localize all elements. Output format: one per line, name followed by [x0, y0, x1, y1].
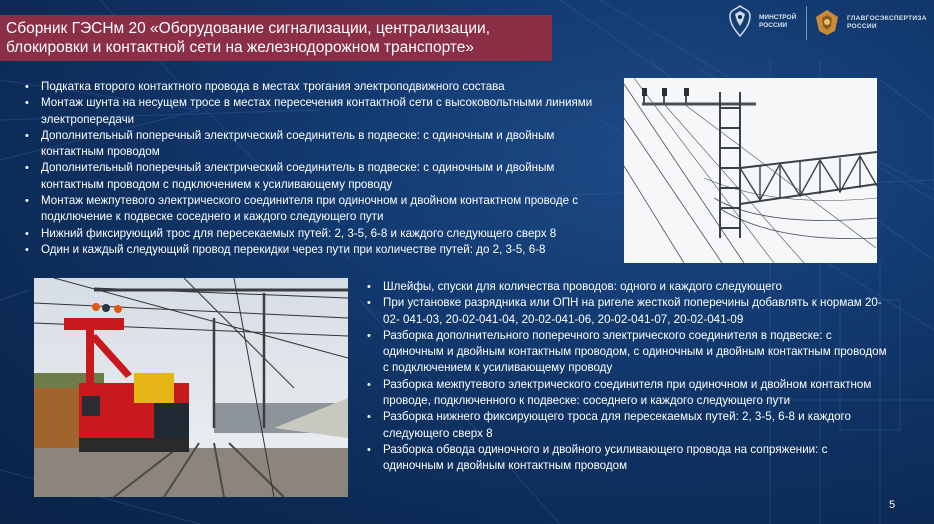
list-item: • Монтаж межпутевого электрического соединителя при одиночном и двойном контактном проводе с подключение к подвеске соседнего и каждого следующего пути [24, 193, 614, 226]
list-item: • Монтаж шунта на несущем тросе в местах пересечения контактной сети с высоковольтными линиями электропередачи [24, 95, 614, 128]
glavgosexpertiza-logo-line-1: ГЛАВГОСЭКСПЕРТИЗА [847, 15, 927, 22]
glavgosexpertiza-logo-line-2: РОССИИ [847, 23, 877, 30]
maintenance-train-illustration [34, 278, 348, 497]
list-item: • Разборка обвода одиночного и двойного усиливающего провода на сопряжении: с одиночным и двойным контактным проводом [366, 442, 891, 475]
list-item: • Подкатка второго контактного провода в местах трогания электроподвижного состава [24, 79, 614, 95]
list-item: • Дополнительный поперечный электрический соединитель в подвеске: с одиночным и двойным контактным проводом с подключением к усиливающему проводу [24, 160, 614, 193]
page-number: 5 [889, 499, 896, 511]
glavgosexpertiza-logo-text [847, 15, 934, 31]
list-item: • Шлейфы, спуски для количества проводов: одного и каждого следующего [366, 279, 891, 295]
catenary-structure-photo [624, 78, 877, 263]
glavgosexpertiza-emblem-icon [813, 7, 841, 37]
list-item: • Разборка дополнительного поперечного электрического соединителя в подвеске: с одиночным и двойным контактным проводом, с одиночным и двойным контактным проводом с подключением к усиливающему проводу [366, 328, 891, 377]
header-logos [726, 4, 926, 40]
logo-divider [806, 6, 807, 40]
list-item: • Разборка нижнего фиксирующего троса для пересекаемых путей: 2, 3-5, 6-8 и каждого следующего сверх 8 [366, 409, 891, 442]
maintenance-train-photo [34, 278, 348, 497]
catenary-illustration [624, 78, 877, 263]
slide-title-line-2: блокировки и контактной сети на железнодорожном транспорте» [6, 39, 475, 56]
minstroy-logo-line-1: МИНСТРОЙ [759, 14, 797, 21]
list-item: • Дополнительный поперечный электрический соединитель в подвеске: с одиночным и двойным контактным проводом [24, 128, 614, 161]
minstroy-logo-text [759, 14, 803, 30]
list-item: • Нижний фиксирующий трос для пересекаемых путей: 2, 3-5, 6-8 и каждого следующего сверх 8 [24, 226, 614, 242]
bottom-bullet-list [366, 279, 891, 475]
minstroy-emblem-icon [726, 4, 754, 38]
slide-title-bar [0, 15, 552, 61]
minstroy-logo-line-2: РОССИИ [759, 22, 788, 29]
top-bullet-list [24, 79, 614, 258]
list-item: • Один и каждый следующий провод перекидки через пути при количестве путей: до 2, 3-5, 6-8 [24, 242, 614, 258]
list-item: • При установке разрядника или ОПН на ригеле жесткой поперечины добавлять к нормам 20-02- 041-03, 20-02-041-04, 20-02-041-06, 20-02-041-07, 20-02-041-09 [366, 295, 891, 328]
list-item: • Разборка межпутевого электрического соединителя при одиночном и двойном контактном проводе, подключенного к подвеске: соседнего и каждого следующего пути [366, 377, 891, 410]
slide-title-line-1: Сборник ГЭСНм 20 «Оборудование сигнализации, централизации, [6, 20, 491, 37]
